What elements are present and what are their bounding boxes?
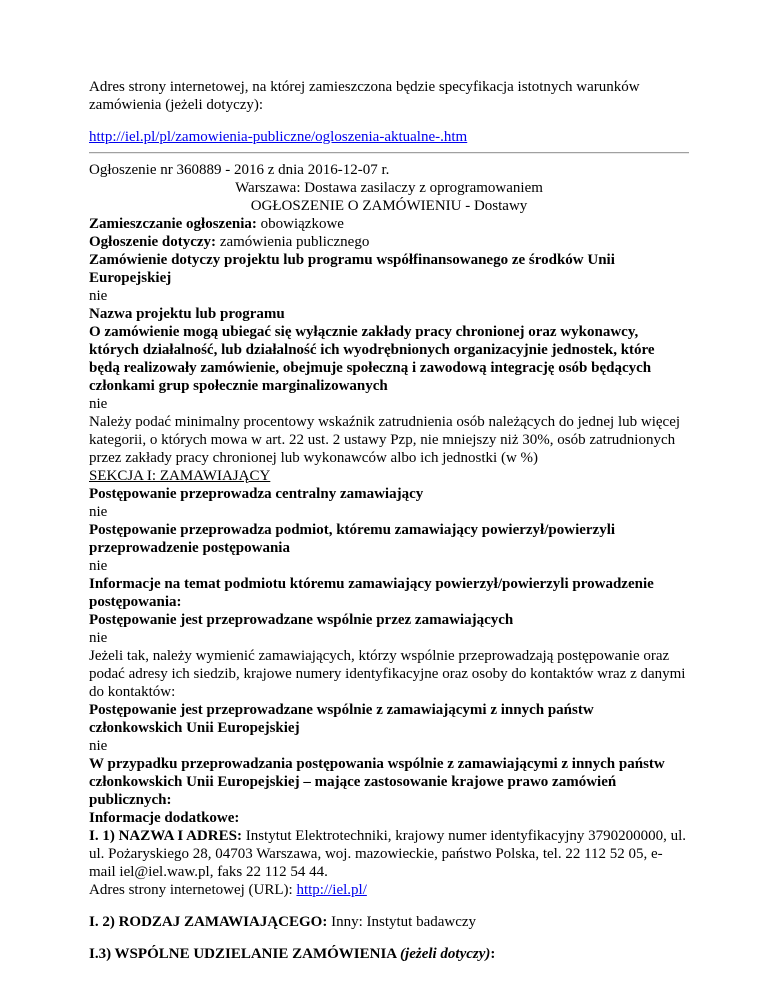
name-address-value: Instytut Elektrotechniki, krajowy numer identyfikacyjny 3790200000, ul. ul. Pożaryskiego 28, 04703 Warszawa, woj. mazowieckie, państwo Polska, tel. 22 112 52 05, e-mail iel@iel.waw.pl, faks 22 112 54 44. bbox=[89, 828, 687, 880]
divider bbox=[89, 152, 689, 154]
eu-joint-label: Postępowanie jest przeprowadzane wspólnie z zamawiającymi z innych państw członkowskich Unii Europejskiej bbox=[89, 702, 594, 736]
joint-award-colon: : bbox=[490, 946, 496, 962]
sheltered-value: nie bbox=[89, 396, 108, 412]
placement-label: Zamieszczanie ogłoszenia: bbox=[89, 216, 257, 232]
website-label: Adres strony internetowej (URL): bbox=[89, 882, 297, 898]
additional-label: Informacje dodatkowe: bbox=[89, 810, 240, 826]
placement-value: obowiązkowe bbox=[256, 216, 344, 232]
joint-award-label: I.3) WSPÓLNE UDZIELANIE ZAMÓWIENIA bbox=[89, 946, 401, 962]
spec-url-intro: Adres strony internetowej, na której zamieszczona będzie specyfikacja istotnych warunków zamówienia (jeżeli dotyczy): bbox=[89, 79, 640, 113]
sheltered-label: O zamówienie mogą ubiegać się wyłącznie zakłady pracy chronionej oraz wykonawcy, których działalność, lub działalność ich wyodrębnionych organizacyjnie jednostek, które będą realizowały zamówienie, obejmuje społeczną i zawodową integrację osób będących członkami grup społecznie marginalizowanych bbox=[89, 324, 655, 394]
eu-project-label: Zamówienie dotyczy projektu lub programu współfinansowanego ze środków Unii Europejskiej bbox=[89, 252, 615, 286]
eu-law-label: W przypadku przeprowadzania postępowania wspólnie z zamawiającymi z innych państw członkowskich Unii Europejskiej – mające zastosowanie krajowe prawo zamówień publicznych: bbox=[89, 756, 665, 808]
joint-award-note: (jeżeli dotyczy) bbox=[400, 946, 491, 962]
name-address-label: I. 1) NAZWA I ADRES: bbox=[89, 828, 242, 844]
notice-subject: Warszawa: Dostawa zasilaczy z oprogramowaniem bbox=[235, 180, 543, 196]
website-link[interactable]: http://iel.pl/ bbox=[296, 882, 367, 898]
type-label: I. 2) RODZAJ ZAMAWIAJĄCEGO: bbox=[89, 914, 328, 930]
notice-number: Ogłoszenie nr 360889 - 2016 z dnia 2016-12-07 r. bbox=[89, 162, 390, 178]
concerns-label: Ogłoszenie dotyczy: bbox=[89, 234, 217, 250]
type-row bbox=[89, 913, 689, 931]
type-value: Inny: Instytut badawczy bbox=[327, 914, 477, 930]
section-heading: SEKCJA I: ZAMAWIAJĄCY bbox=[89, 468, 271, 484]
eu-project-value: nie bbox=[89, 288, 108, 304]
eu-joint-value: nie bbox=[89, 738, 108, 754]
project-name-label: Nazwa projektu lub programu bbox=[89, 306, 285, 322]
entity-info-label: Informacje na temat podmiotu któremu zamawiający powierzył/powierzyli prowadzenie postępowania: bbox=[89, 576, 654, 610]
concerns-value: zamówienia publicznego bbox=[216, 234, 370, 250]
document-page bbox=[89, 78, 689, 963]
joint-award-row bbox=[89, 945, 689, 963]
central-value: nie bbox=[89, 504, 108, 520]
website-row bbox=[89, 881, 689, 899]
name-address-row bbox=[89, 827, 689, 881]
entrusted-value: nie bbox=[89, 558, 108, 574]
joint-label: Postępowanie jest przeprowadzane wspólnie przez zamawiających bbox=[89, 612, 514, 628]
concerns-row bbox=[89, 233, 689, 251]
notice-title: OGŁOSZENIE O ZAMÓWIENIU - Dostawy bbox=[250, 198, 528, 214]
employment-text: Należy podać minimalny procentowy wskaźnik zatrudnienia osób należących do jednej lub więcej kategorii, o których mowa w art. 22 ust. 2 ustawy Pzp, nie mniejszy niż 30%, osób zatrudnionych przez zakłady pracy chronionej lub wykonawców albo ich jednostki (w %) bbox=[89, 414, 681, 466]
spec-url-link[interactable]: http://iel.pl/pl/zamowienia-publiczne/ogloszenia-aktualne-.htm bbox=[89, 129, 468, 145]
central-label: Postępowanie przeprowadza centralny zamawiający bbox=[89, 486, 424, 502]
entrusted-label: Postępowanie przeprowadza podmiot, któremu zamawiający powierzył/powierzyli przeprowadzenie postępowania bbox=[89, 522, 616, 556]
joint-note: Jeżeli tak, należy wymienić zamawiających, którzy wspólnie przeprowadzają postępowanie oraz podać adresy ich siedzib, krajowe numery identyfikacyjne oraz osoby do kontaktów wraz z danymi do kontaktów: bbox=[89, 648, 686, 700]
placement-row bbox=[89, 215, 689, 233]
joint-value: nie bbox=[89, 630, 108, 646]
